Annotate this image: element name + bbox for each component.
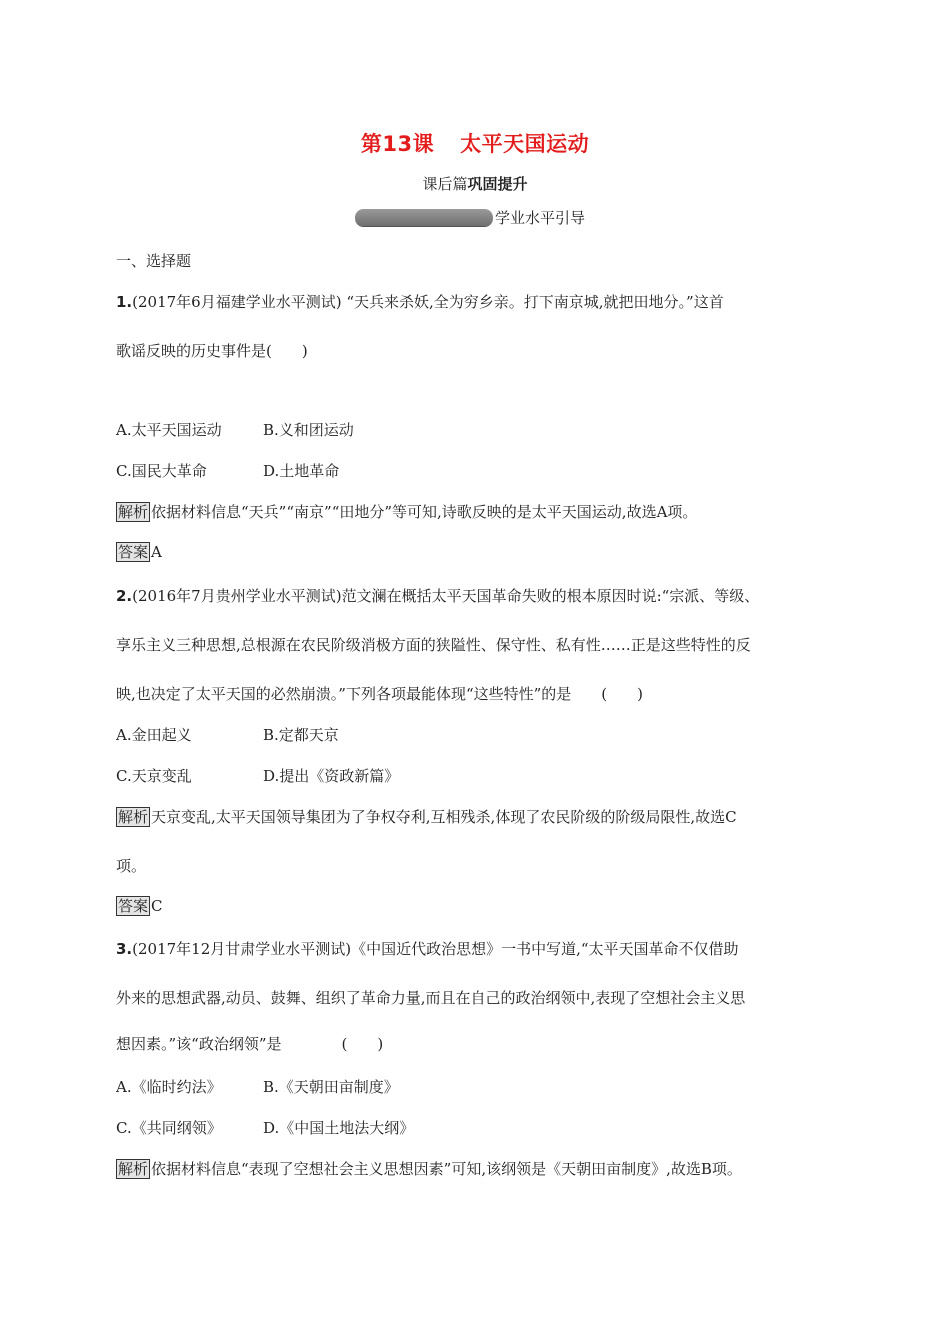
question-1-number: 1. xyxy=(116,293,133,311)
question-3-line-1 xyxy=(116,938,739,959)
question-3-line-2: 外来的思想武器,动员、鼓舞、组织了革命力量,而且在自己的政治纲领中,表现了空想社会主义思 xyxy=(116,989,746,1007)
section-heading: 一、选择题 xyxy=(116,252,192,270)
answer-text: C xyxy=(151,897,163,915)
analysis-tag: 解析 xyxy=(118,503,149,521)
question-1-answer xyxy=(116,542,162,562)
question-1-option-a: A.太平天国运动 xyxy=(116,421,222,439)
question-1-analysis xyxy=(116,501,697,522)
question-2-answer xyxy=(116,896,163,916)
question-1-line-2: 歌谣反映的历史事件是( ) xyxy=(116,342,308,360)
question-3-option-c: C.《共同纲领》 xyxy=(116,1119,222,1137)
question-3-analysis xyxy=(116,1158,742,1179)
question-3-option-a: A.《临时约法》 xyxy=(116,1078,222,1096)
analysis-tag: 解析 xyxy=(118,808,149,826)
banner-label: 学业水平引导 xyxy=(495,208,586,227)
page-subtitle xyxy=(0,173,950,194)
page-title xyxy=(0,128,950,158)
lesson-topic: 太平天国运动 xyxy=(460,132,590,156)
question-2-line-2: 享乐主义三种思想,总根源在农民阶级消极方面的狭隘性、保守性、私有性……正是这些特性的反 xyxy=(116,636,751,654)
question-2-text: (2016年7月贵州学业水平测试)范文澜在概括太平天国革命失败的根本原因时说:“宗派、等级、 xyxy=(132,587,760,605)
analysis-text: 天京变乱,太平天国领导集团为了争权夺利,互相残杀,体现了农民阶级的阶级局限性,故选C xyxy=(151,808,737,826)
question-2-analysis-cont: 项。 xyxy=(116,857,147,875)
question-2-option-a: A.金田起义 xyxy=(116,726,192,744)
question-1-option-b: B.义和团运动 xyxy=(263,421,354,439)
analysis-text: 依据材料信息“表现了空想社会主义思想因素”可知,该纲领是《天朝田亩制度》,故选B项。 xyxy=(151,1160,742,1178)
question-2-line-1 xyxy=(116,585,759,606)
question-3-option-b: B.《天朝田亩制度》 xyxy=(263,1078,399,1096)
lesson-number: 第13课 xyxy=(360,132,435,156)
question-3-option-d: D.《中国土地法大纲》 xyxy=(263,1119,415,1137)
question-2-line-3: 映,也决定了太平天国的必然崩溃。”下列各项最能体现“这些特性”的是 ( ) xyxy=(116,685,643,703)
question-1-option-c: C.国民大革命 xyxy=(116,462,207,480)
question-2-option-d: D.提出《资政新篇》 xyxy=(263,767,400,785)
answer-tag: 答案 xyxy=(118,897,149,915)
analysis-tag: 解析 xyxy=(118,1160,149,1178)
analysis-text: 依据材料信息“天兵”“南京”“田地分”等可知,诗歌反映的是太平天国运动,故选A项。 xyxy=(151,503,698,521)
banner-bar xyxy=(355,209,493,226)
subtitle-prefix: 课后篇 xyxy=(422,175,468,193)
answer-tag: 答案 xyxy=(118,543,149,561)
question-2-analysis xyxy=(116,806,737,827)
question-1-text: (2017年6月福建学业水平测试) “天兵来杀妖,全为穷乡亲。打下南京城,就把田地分。”这首 xyxy=(132,293,724,311)
question-3-text: (2017年12月甘肃学业水平测试)《中国近代政治思想》一书中写道,“太平天国革命不仅借助 xyxy=(132,940,739,958)
question-1-line-1 xyxy=(116,291,724,312)
question-1-option-d: D.土地革命 xyxy=(263,462,340,480)
question-2-option-b: B.定都天京 xyxy=(263,726,339,744)
section-banner xyxy=(355,205,585,229)
question-2-number: 2. xyxy=(116,587,133,605)
question-3-line-3: 想因素。”该“政治纲领”是 ( ) xyxy=(116,1035,384,1053)
subtitle-bold: 巩固提升 xyxy=(467,175,528,193)
question-2-option-c: C.天京变乱 xyxy=(116,767,192,785)
question-3-number: 3. xyxy=(116,940,133,958)
answer-text: A xyxy=(151,543,162,561)
